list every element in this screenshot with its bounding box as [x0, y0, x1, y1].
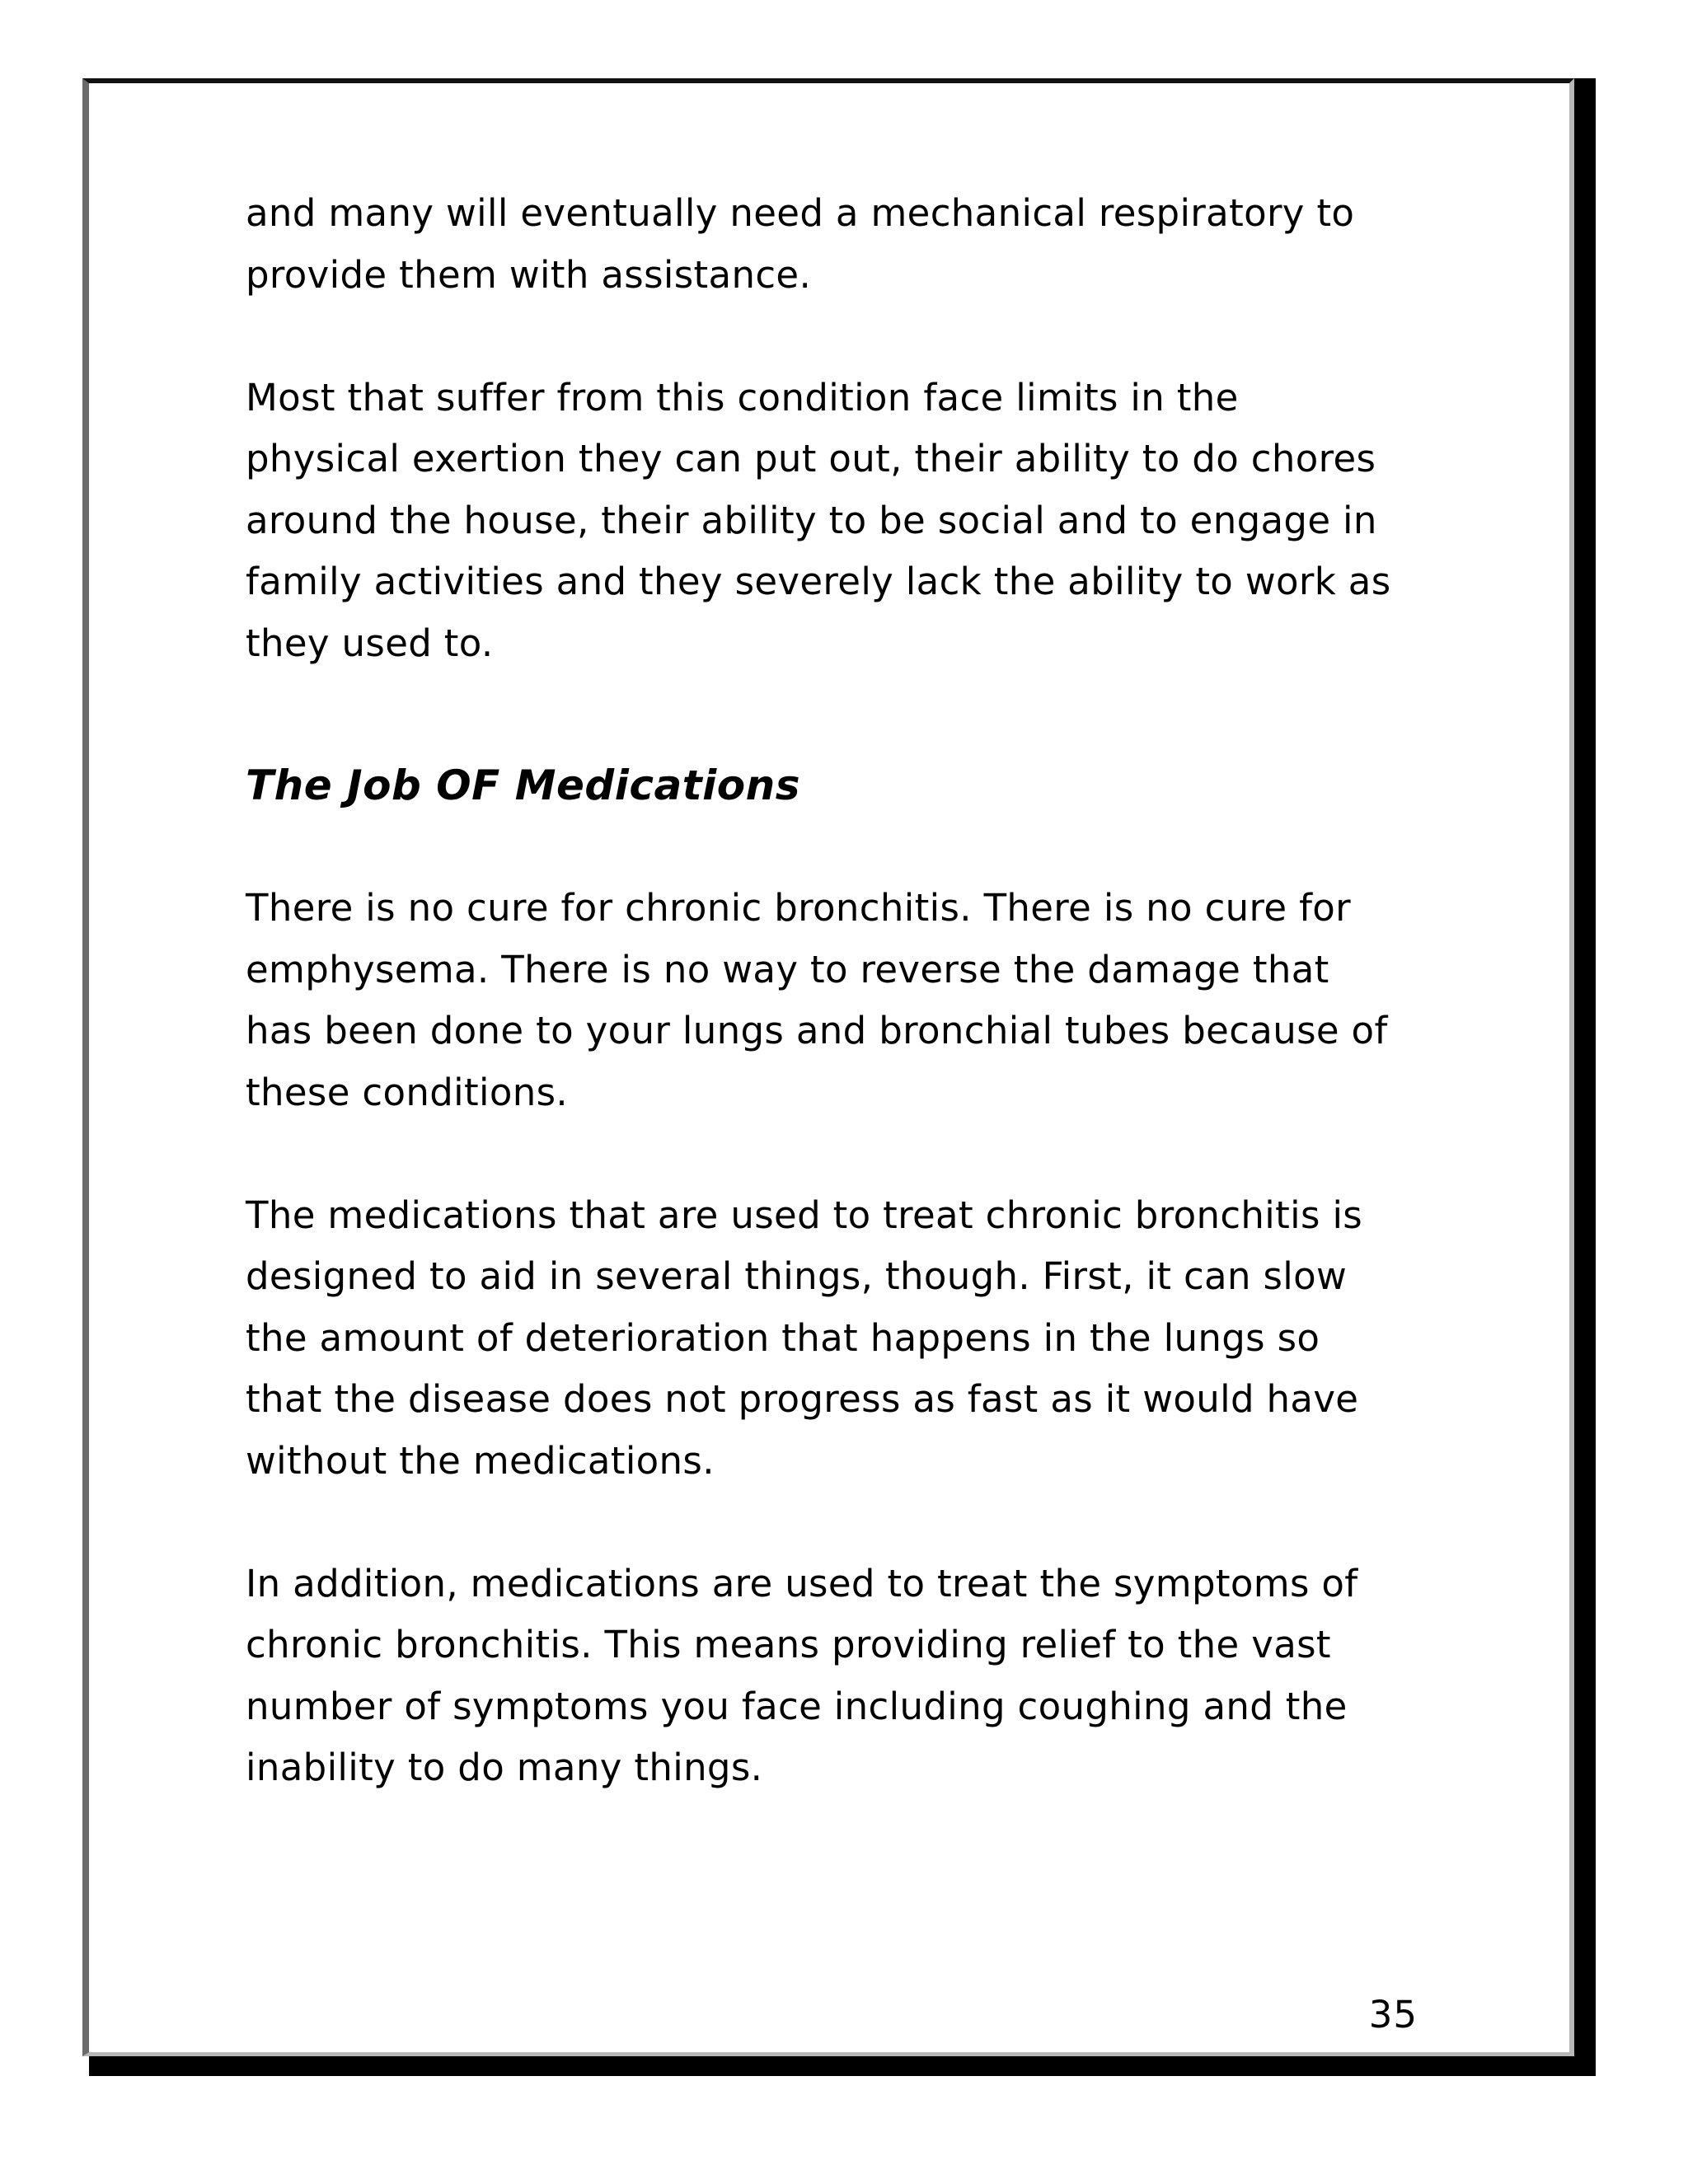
text-line: physical exertion they can put out, their ability to do chores	[246, 437, 1376, 480]
section-heading: The Job OF Medications	[246, 762, 800, 809]
text-line: There is no cure for chronic bronchitis. There is no cure for	[246, 886, 1352, 930]
text-line: Most that suffer from this condition face limits in the	[246, 375, 1239, 419]
text-line: The medications that are used to treat chronic bronchitis is	[246, 1193, 1363, 1237]
text-line: that the disease does not progress as fast as it would have	[246, 1377, 1359, 1421]
text-line: In addition, medications are used to treat the symptoms of	[246, 1561, 1358, 1605]
text-line: the amount of deterioration that happens in the lungs so	[246, 1315, 1320, 1360]
text-line: number of symptoms you face including coughing and the	[246, 1684, 1348, 1728]
page-content	[246, 183, 1449, 1860]
text-line: inability to do many things.	[246, 1746, 763, 1789]
text-line: these conditions.	[246, 1070, 569, 1114]
text-line: and many will eventually need a mechanical respiratory to	[246, 191, 1355, 235]
text-line: provide them with assistance.	[246, 252, 812, 297]
paragraph-no-cure	[246, 878, 1449, 1123]
text-line: they used to.	[246, 621, 494, 665]
paragraph-medications-purpose	[246, 1185, 1449, 1493]
page-number: 35	[1368, 1993, 1418, 2036]
page-shadow-bottom	[89, 2056, 1596, 2076]
text-line: emphysema. There is no way to reverse the damage that	[246, 947, 1329, 991]
paragraph-limits	[246, 368, 1449, 675]
text-line: without the medications.	[246, 1438, 715, 1483]
page-shadow-right	[1574, 78, 1596, 2076]
text-line: around the house, their ability to be social and to engage in	[246, 498, 1377, 542]
text-line: has been done to your lungs and bronchial tubes because of	[246, 1009, 1388, 1052]
paragraph-symptoms	[246, 1554, 1449, 1799]
text-line: chronic bronchitis. This means providing relief to the vast	[246, 1623, 1331, 1666]
text-line: designed to aid in several things, though. First, it can slow	[246, 1254, 1348, 1298]
text-line: family activities and they severely lack the ability to work as	[246, 560, 1391, 603]
paragraph-respiratory	[246, 183, 1449, 306]
